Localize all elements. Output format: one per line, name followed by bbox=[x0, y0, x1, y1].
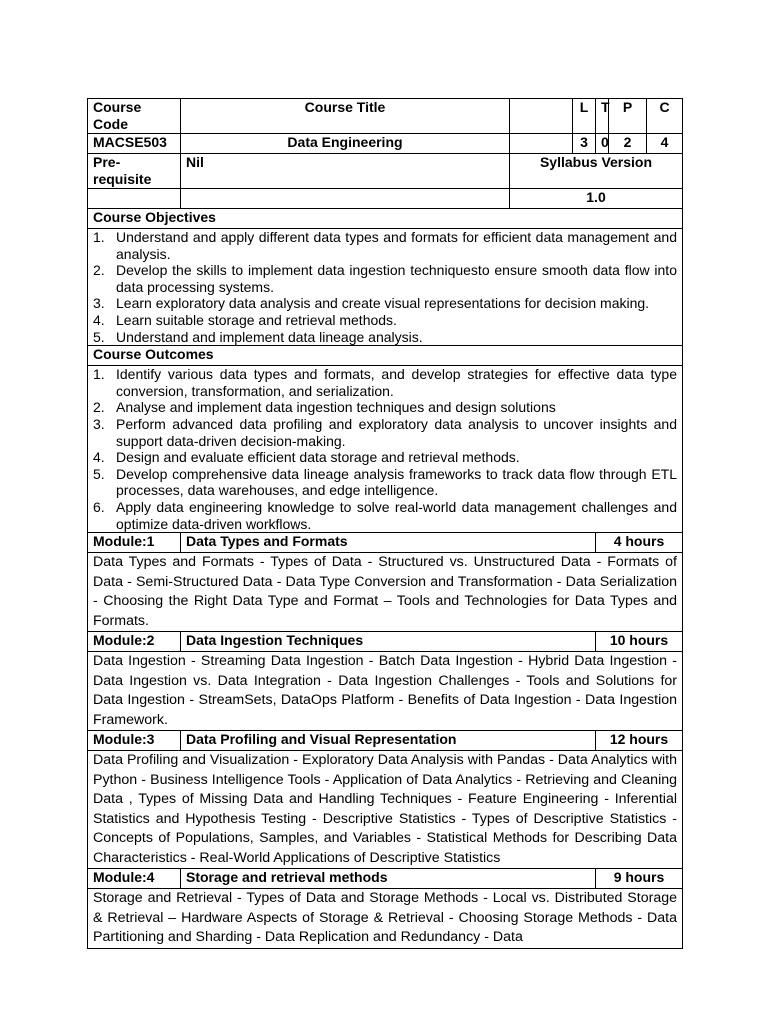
module-hours: 9 hours bbox=[596, 869, 683, 889]
module-content: Data Types and Formats - Types of Data - Structured vs. Unstructured Data - Formats of Data - Semi-Structured Data - Data Type Conversion and Transformation - Data Serialization - Choosing the Right Data Type and Format – Tools and Technologies for Data Types and Formats. bbox=[88, 553, 683, 632]
list-item: 1. Identify various data types and formats, and develop strategies for effective data type conversion, transformation, and serialization. bbox=[93, 366, 677, 399]
objectives-title: Course Objectives bbox=[88, 209, 683, 229]
header-row bbox=[88, 99, 683, 134]
t-label: T bbox=[596, 99, 609, 134]
t-value: 0 bbox=[596, 134, 609, 154]
empty-cell bbox=[88, 189, 181, 209]
list-item: 2. Develop the skills to implement data ingestion techniquesto ensure smooth data flow into data processing systems. bbox=[93, 262, 677, 295]
objectives-title-row bbox=[88, 209, 683, 229]
course-row bbox=[88, 134, 683, 154]
syllabus-version-label: Syllabus Version bbox=[510, 154, 683, 189]
l-label-cell: L bbox=[573, 99, 596, 134]
module-label: Module:2 bbox=[88, 632, 181, 652]
syllabus-version: 1.0 bbox=[510, 189, 683, 209]
course-title: Data Engineering bbox=[181, 134, 510, 154]
module-content: Data Ingestion - Streaming Data Ingestion - Batch Data Ingestion - Hybrid Data Ingestion - Data Ingestion vs. Data Integration - Data Ingestion Challenges - Tools and Solutions for Data Ingestion - StreamSets, DataOps Platform - Benefits of Data Ingestion - Data Ingestion Framework. bbox=[88, 652, 683, 731]
module-header-row bbox=[88, 632, 683, 652]
module-label: Module:1 bbox=[88, 533, 181, 553]
syllabus-table bbox=[87, 98, 683, 949]
module-hours: 10 hours bbox=[596, 632, 683, 652]
version-row bbox=[88, 189, 683, 209]
module-hours: 4 hours bbox=[596, 533, 683, 553]
l-value: 3 bbox=[573, 134, 596, 154]
module-content: Data Profiling and Visualization - Exploratory Data Analysis with Pandas - Data Analytics with Python - Business Intelligence Tools - Application of Data Analytics - Retrieving and Cleaning Data , Types of Missing Data and Handling Techniques - Feature Engineering - Inferential Statistics and Hypothesis Testing - Descriptive Statistics - Types of Descriptive Statistics - Concepts of Populations, Samples, and Variables - Statistical Methods for Describing Data Characteristics - Real-World Applications of Descriptive Statistics bbox=[88, 751, 683, 869]
list-item: 6. Apply data engineering knowledge to solve real-world data management challenges and optimize data-driven workflows. bbox=[93, 498, 677, 532]
module-content: Storage and Retrieval - Types of Data and Storage Methods - Local vs. Distributed Storage & Retrieval – Hardware Aspects of Storage & Retrieval - Choosing Storage Methods - Data Partitioning and Sharding - Data Replication and Redundancy - Data bbox=[88, 889, 683, 949]
c-label: C bbox=[647, 99, 683, 134]
list-item: 5. Understand and implement data lineage analysis. bbox=[93, 328, 423, 345]
outcomes-title: Course Outcomes bbox=[88, 346, 683, 366]
module-title: Storage and retrieval methods bbox=[181, 869, 596, 889]
list-item: 4. Design and evaluate efficient data storage and retrieval methods. bbox=[93, 449, 520, 466]
module-label: Module:3 bbox=[88, 731, 181, 751]
empty-cell bbox=[181, 189, 510, 209]
module-title: Data Ingestion Techniques bbox=[181, 632, 596, 652]
syllabus-sheet bbox=[87, 98, 682, 949]
module-header-row bbox=[88, 731, 683, 751]
p-value: 2 bbox=[609, 134, 647, 154]
spacer-cell bbox=[510, 134, 573, 154]
course-title-label: Course Title bbox=[181, 99, 510, 134]
module-label: Module:4 bbox=[88, 869, 181, 889]
c-value: 4 bbox=[647, 134, 683, 154]
module-hours: 12 hours bbox=[596, 731, 683, 751]
module-content-row bbox=[88, 652, 683, 731]
outcomes-title-row bbox=[88, 346, 683, 366]
module-title: Data Profiling and Visual Representation bbox=[181, 731, 596, 751]
list-item: 3. Learn exploratory data analysis and create visual representations for decision making. bbox=[93, 295, 650, 312]
prereq-value: Nil bbox=[181, 154, 510, 189]
objectives-row bbox=[88, 229, 683, 346]
prereq-label: Pre-requisite bbox=[88, 154, 181, 189]
module-content-row bbox=[88, 751, 683, 869]
module-content-row bbox=[88, 553, 683, 632]
list-item: 4. Learn suitable storage and retrieval methods. bbox=[93, 311, 397, 328]
list-item: 1. Understand and apply different data types and formats for efficient data management and analysis. bbox=[93, 229, 677, 262]
course-code: MACSE503 bbox=[88, 134, 181, 154]
outcomes-row bbox=[88, 366, 683, 533]
l-label bbox=[510, 99, 573, 134]
module-header-row bbox=[88, 533, 683, 553]
list-item: 2. Analyse and implement data ingestion techniques and design solutions bbox=[93, 399, 556, 416]
list-item: 3. Perform advanced data profiling and exploratory data analysis to uncover insights and support data-driven decision-making. bbox=[93, 415, 677, 449]
course-code-label: Course Code bbox=[88, 99, 181, 134]
p-label: P bbox=[609, 99, 647, 134]
module-header-row bbox=[88, 869, 683, 889]
outcomes-list bbox=[93, 366, 677, 532]
module-content-row bbox=[88, 889, 683, 949]
list-item: 5. Develop comprehensive data lineage analysis frameworks to track data flow through ETL processes, data warehouses, and edge intelligence. bbox=[93, 465, 677, 499]
prereq-row bbox=[88, 154, 683, 189]
objectives-list bbox=[93, 229, 677, 345]
module-title: Data Types and Formats bbox=[181, 533, 596, 553]
